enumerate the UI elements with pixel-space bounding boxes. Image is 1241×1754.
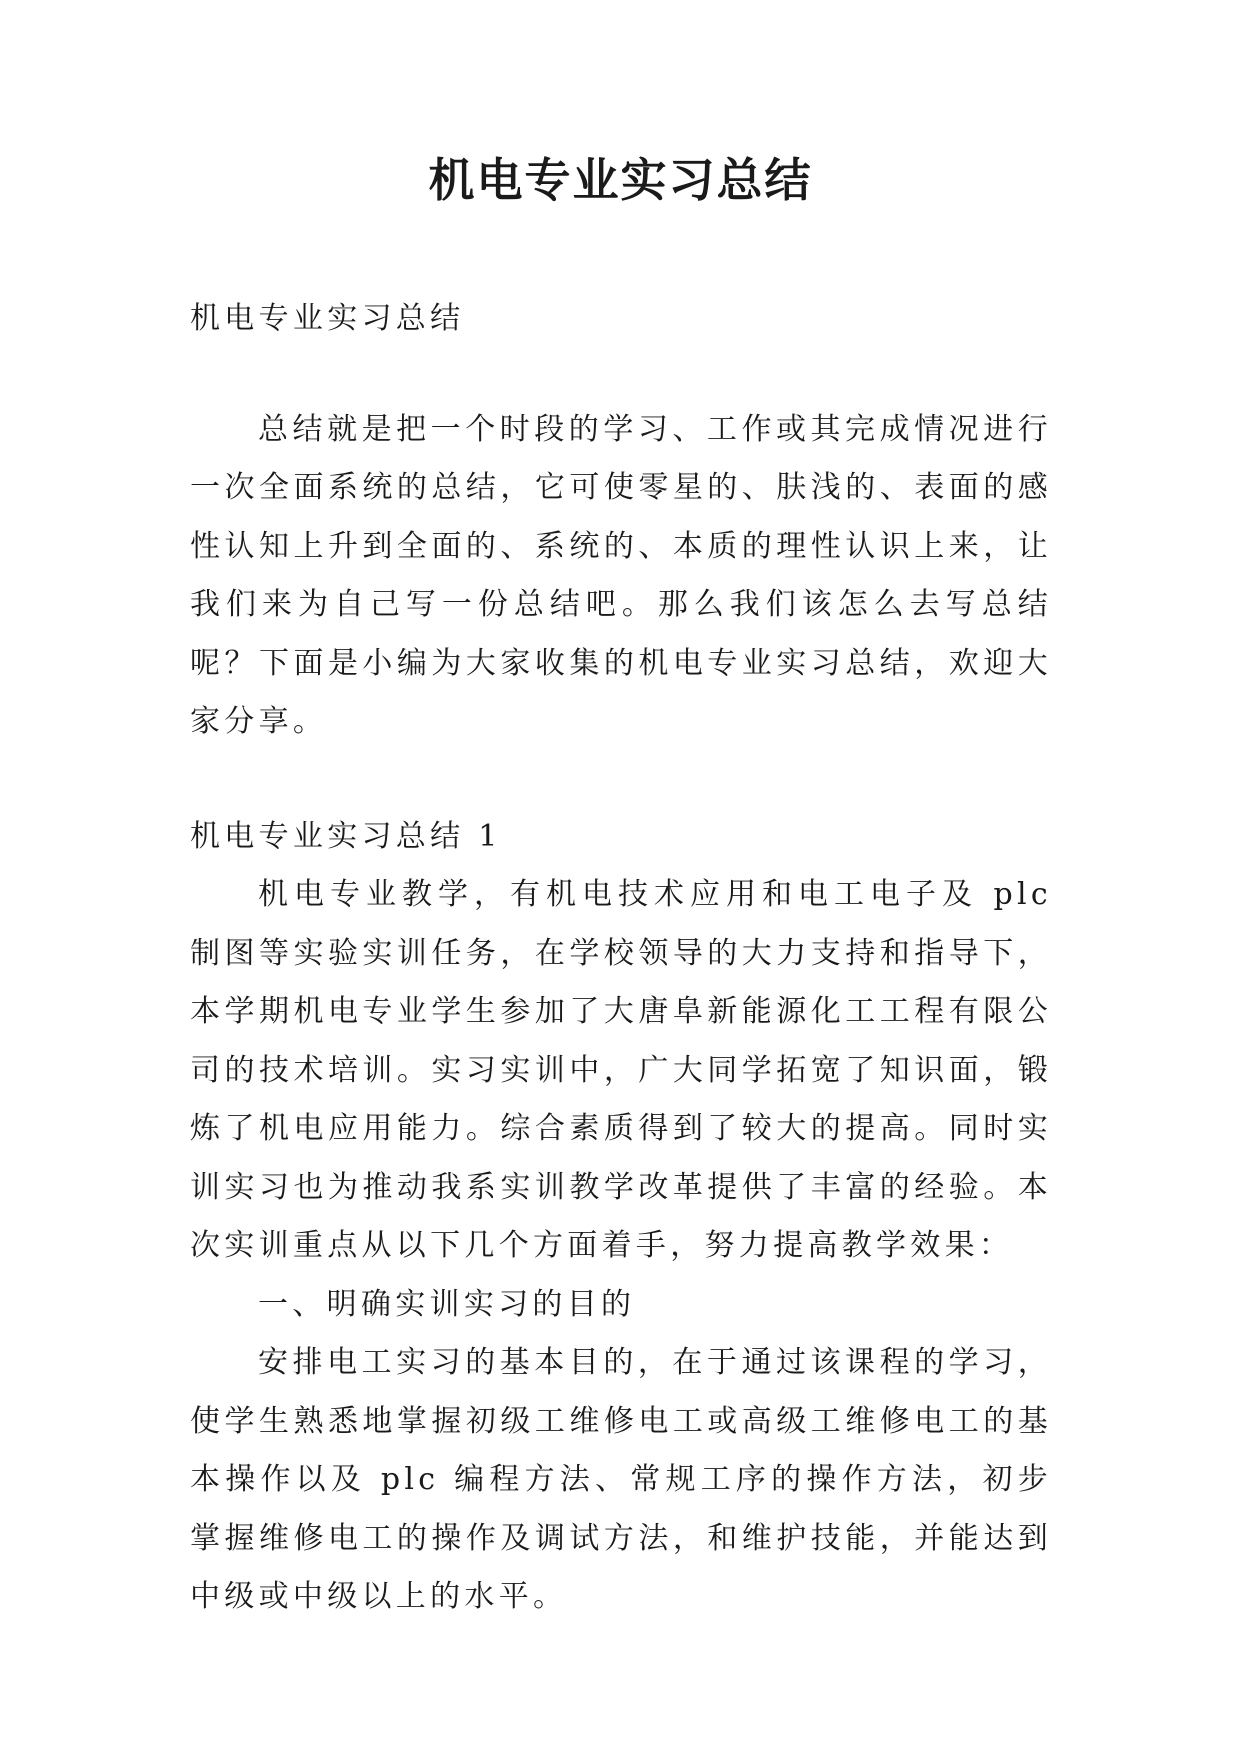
intro-paragraph: 总结就是把一个时段的学习、工作或其完成情况进行一次全面系统的总结，它可使零星的、肤浅的、表面的感性认知上升到全面的、系统的、本质的理性认识上来，让我们来为自己写一份总结吧。那么我们该怎么去写总结呢？下面是小编为大家收集的机电专业实习总结，欢迎大家分享。 (190, 411, 1052, 739)
document-title: 机电专业实习总结 (428, 153, 813, 207)
section-subheading: 一、明确实训实习的目的 (258, 1286, 636, 1322)
body-paragraph: 机电专业教学，有机电技术应用和电工电子及 plc 制图等实验实训任务，在学校领导的大力支持和指导下，本学期机电专业学生参加了大唐阜新能源化工工程有限公司的技术培训。实习实训中，广大同学拓宽了知识面，锻炼了机电应用能力。综合素质得到了较大的提高。同时实训实习也为推动我系实训教学改革提供了丰富的经验。本次实训重点从以下几个方面着手，努力提高教学效果： (190, 877, 1052, 1263)
document-subtitle: 机电专业实习总结 (190, 301, 465, 336)
body-paragraph: 安排电工实习的基本目的，在于通过该课程的学习，使学生熟悉地掌握初级工维修电工或高级工维修电工的基本操作以及 plc 编程方法、常规工序的操作方法，初步掌握维修电工的操作及调试方法，和维护技能，并能达到中级或中级以上的水平。 (190, 1345, 1052, 1614)
section-heading: 机电专业实习总结 1 (190, 818, 502, 854)
document-body (190, 290, 1052, 1627)
